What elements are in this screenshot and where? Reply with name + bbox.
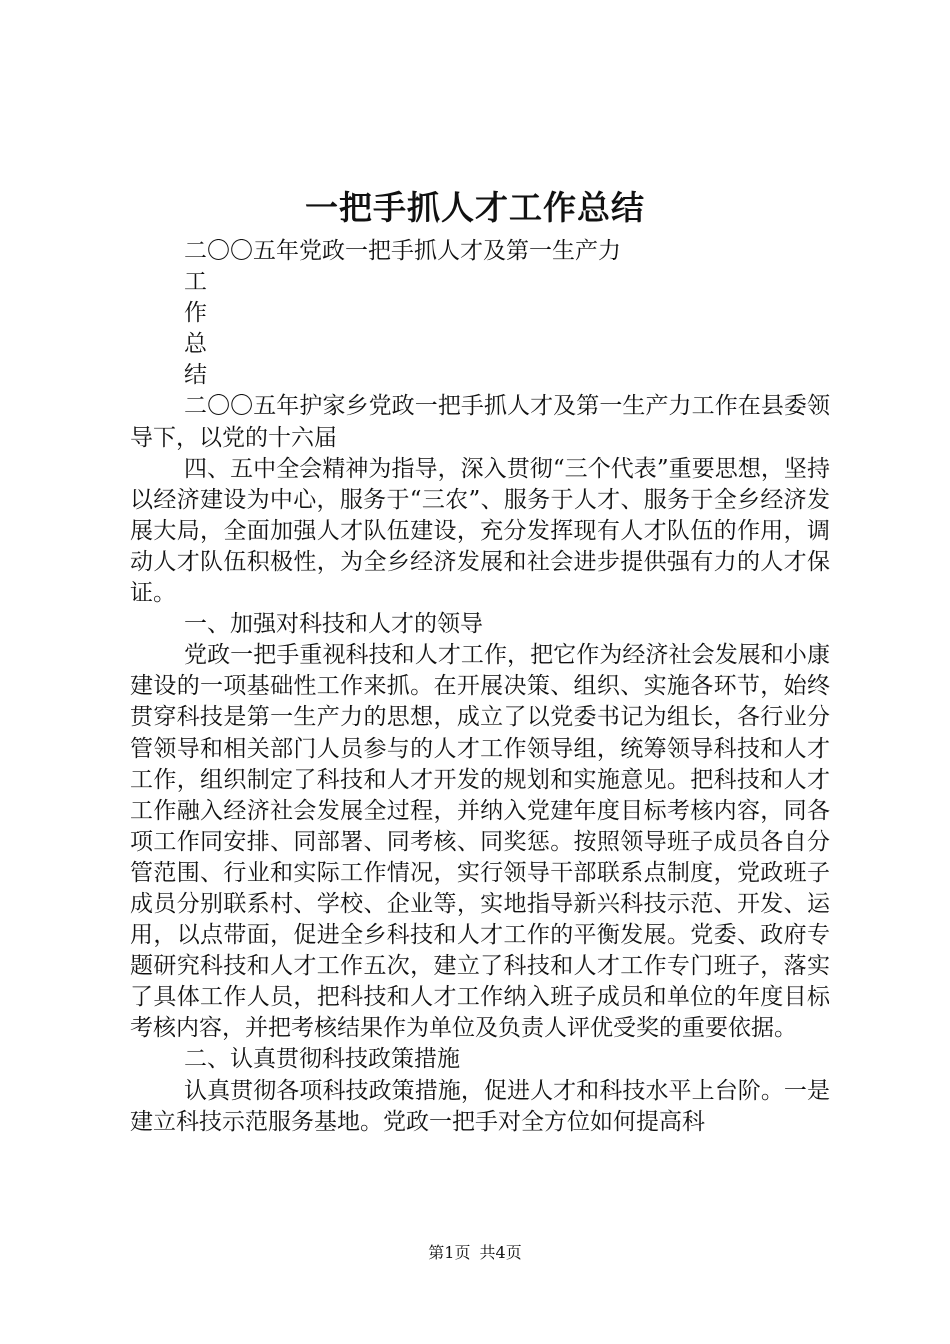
subtitle-line: 二〇〇五年党政一把手抓人才及第一生产力 (184, 238, 621, 264)
section-heading: 二、认真贯彻科技政策措施 (184, 1046, 460, 1073)
subtitle-vertical-char: 作 (184, 300, 207, 327)
page-total: 共4页 (479, 1243, 522, 1262)
page-footer (0, 1242, 950, 1264)
document-title: 一把手抓人才工作总结 (305, 188, 645, 227)
subtitle-vertical-char: 总 (184, 331, 207, 358)
paragraph: 四、五中全会精神为指导，深入贯彻“三个代表”重要思想，坚持以经济建设为中心，服务于“三农”、服务于人才、服务于全乡经济发展大局，全面加强人才队伍建设，充分发挥现有人才队伍的作用，调动人才队伍积极性，为全乡经济发展和社会进步提供强有力的人才保证。 (130, 455, 830, 607)
subtitle-vertical-char: 结 (184, 362, 207, 389)
paragraph: 认真贯彻各项科技政策措施，促进人才和科技水平上台阶。一是建立科技示范服务基地。党政一把手对全方位如何提高科 (130, 1077, 830, 1135)
paragraph: 二〇〇五年护家乡党政一把手抓人才及第一生产力工作在县委领导下，以党的十六届 (130, 393, 830, 451)
document-body (130, 236, 830, 1138)
subtitle-vertical-char: 工 (184, 269, 207, 296)
paragraph: 党政一把手重视科技和人才工作，把它作为经济社会发展和小康建设的一项基础性工作来抓。在开展决策、组织、实施各环节，始终贯穿科技是第一生产力的思想，成立了以党委书记为组长，各行业分管领导和相关部门人员参与的人才工作领导组，统筹领导科技和人才工作，组织制定了科技和人才开发的规划和实施意见。把科技和人才工作融入经济社会发展全过程，并纳入党建年度目标考核内容，同各项工作同安排、同部署、同考核、同奖惩。按照领导班子成员各自分管范围、行业和实际工作情况，实行领导干部联系点制度，党政班子成员分别联系村、学校、企业等，实地指导新兴科技示范、开发、运用，以点带面，促进全乡科技和人才工作的平衡发展。党委、政府专题研究科技和人才工作五次，建立了科技和人才工作专门班子，落实了具体工作人员，把科技和人才工作纳入班子成员和单位的年度目标考核内容，并把考核结果作为单位及负责人评优受奖的重要依据。 (130, 642, 830, 1042)
section-heading: 一、加强对科技和人才的领导 (184, 611, 483, 638)
page-number: 第1页 (428, 1243, 471, 1262)
